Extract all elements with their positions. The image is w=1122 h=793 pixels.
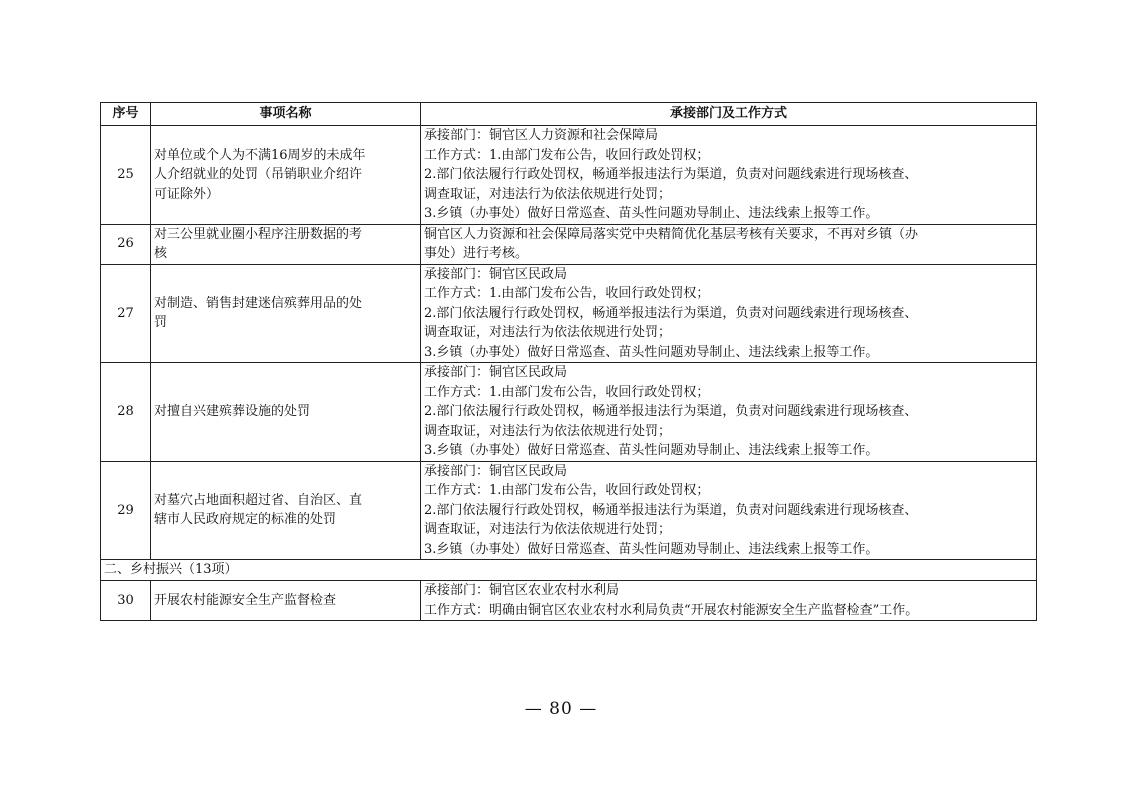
dept-method-line: 2.部门依法履行行政处罚权，畅通举报违法行为渠道，负责对问题线索进行现场核查、 — [424, 305, 918, 321]
item-name-line: 罚 — [154, 315, 168, 331]
dept-method-line: 铜官区人力资源和社会保障局落实党中央精简优化基层考核有关要求，不再对乡镇（办 — [424, 226, 919, 242]
table-row — [101, 363, 1037, 462]
dept-method-line: 工作方式：1.由部门发布公告，收回行政处罚权； — [424, 384, 710, 400]
row-item-name — [151, 461, 421, 560]
dept-method-line: 承接部门：铜官区农业农村水利局 — [424, 583, 620, 598]
dept-method-line: 2.部门依法履行行政处罚权，畅通举报违法行为渠道，负责对问题线索进行现场核查、 — [424, 404, 918, 419]
dept-method-line: 承接部门：铜官区民政局 — [424, 266, 568, 282]
item-name-line: 对擅自兴建殡葬设施的处罚 — [154, 404, 311, 419]
row-serial-number: 28 — [101, 363, 151, 462]
dept-method-line: 调查取证，对违法行为依法依规进行处罚； — [424, 186, 672, 202]
dept-method-line: 调查取证，对违法行为依法依规进行处罚； — [424, 522, 672, 537]
item-name-line: 辖市人民政府规定的标准的处罚 — [154, 512, 337, 528]
page-number: — 80 — — [524, 699, 598, 719]
row-dept-and-method — [421, 461, 1037, 560]
section-title: 二、乡村振兴（13项） — [101, 560, 1037, 581]
dept-method-line: 3.乡镇（办事处）做好日常巡查、苗头性问题劝导制止、违法线索上报等工作。 — [424, 541, 879, 557]
row-serial-number: 26 — [101, 224, 151, 264]
matters-table — [100, 102, 1037, 621]
table-row — [101, 126, 1037, 225]
item-name-line: 对三公里就业圈小程序注册数据的考 — [154, 226, 363, 242]
table-row — [101, 264, 1037, 363]
row-dept-and-method — [421, 126, 1037, 225]
row-dept-and-method — [421, 363, 1037, 462]
dept-method-line: 2.部门依法履行行政处罚权，畅通举报违法行为渠道，负责对问题线索进行现场核查、 — [424, 167, 918, 182]
row-dept-and-method — [421, 264, 1037, 363]
table-header-row — [101, 103, 1037, 126]
dept-method-line: 事处）进行考核。 — [424, 246, 529, 261]
row-item-name — [151, 581, 421, 621]
row-serial-number: 25 — [101, 126, 151, 225]
row-serial-number: 27 — [101, 264, 151, 363]
dept-method-line: 3.乡镇（办事处）做好日常巡查、苗头性问题劝导制止、违法线索上报等工作。 — [424, 206, 879, 221]
row-item-name — [151, 264, 421, 363]
item-name-line: 对墓穴占地面积超过省、自治区、直 — [154, 492, 363, 508]
table-row — [101, 581, 1037, 621]
row-serial-number: 30 — [101, 581, 151, 621]
item-name-line: 开展农村能源安全生产监督检查 — [154, 592, 337, 608]
section-row — [101, 560, 1037, 581]
item-name-line: 可证除外） — [154, 186, 220, 202]
header-item-name: 事项名称 — [151, 103, 421, 126]
row-item-name — [151, 224, 421, 264]
table-row — [101, 461, 1037, 560]
row-item-name — [151, 363, 421, 462]
row-item-name — [151, 126, 421, 225]
dept-method-line: 工作方式：1.由部门发布公告，收回行政处罚权； — [424, 286, 710, 301]
item-name-line: 核 — [154, 246, 168, 261]
dept-method-line: 调查取证，对违法行为依法依规进行处罚； — [424, 423, 672, 439]
item-name-line: 对制造、销售封建迷信殡葬用品的处 — [154, 295, 363, 311]
dept-method-line: 调查取证，对违法行为依法依规进行处罚； — [424, 325, 672, 340]
header-dept-and-method: 承接部门及工作方式 — [421, 103, 1037, 126]
dept-method-line: 承接部门：铜官区人力资源和社会保障局 — [424, 128, 659, 143]
row-serial-number: 29 — [101, 461, 151, 560]
dept-method-line: 2.部门依法履行行政处罚权，畅通举报违法行为渠道，负责对问题线索进行现场核查、 — [424, 502, 918, 518]
row-dept-and-method — [421, 581, 1037, 621]
header-serial-number: 序号 — [101, 103, 151, 126]
dept-method-line: 工作方式：明确由铜官区农业农村水利局负责“开展农村能源安全生产监督检查”工作。 — [424, 602, 919, 618]
dept-method-line: 承接部门：铜官区民政局 — [424, 463, 568, 479]
item-name-line: 对单位或个人为不满16周岁的未成年 — [154, 147, 366, 163]
dept-method-line: 承接部门：铜官区民政局 — [424, 365, 568, 380]
table-row — [101, 224, 1037, 264]
row-dept-and-method — [421, 224, 1037, 264]
item-name-line: 人介绍就业的处罚（吊销职业介绍许 — [154, 167, 363, 182]
dept-method-line: 工作方式：1.由部门发布公告，收回行政处罚权； — [424, 483, 710, 498]
dept-method-line: 3.乡镇（办事处）做好日常巡查、苗头性问题劝导制止、违法线索上报等工作。 — [424, 443, 879, 458]
dept-method-line: 3.乡镇（办事处）做好日常巡查、苗头性问题劝导制止、违法线索上报等工作。 — [424, 344, 879, 360]
dept-method-line: 工作方式：1.由部门发布公告，收回行政处罚权； — [424, 147, 710, 163]
